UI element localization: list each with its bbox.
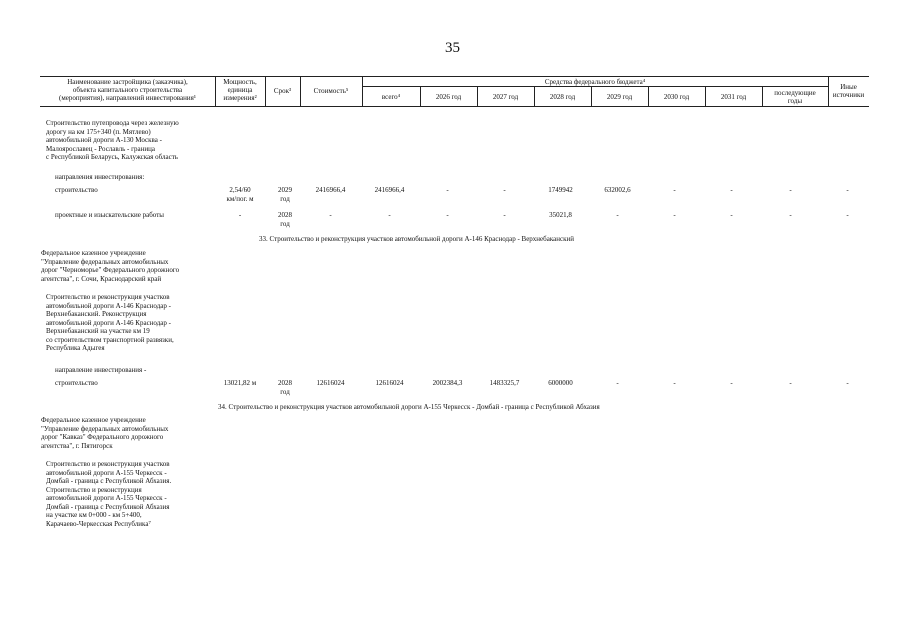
row-capacity: 13021,82 м [223,379,257,387]
header-name: Наименование застройщика (заказчика), объекта капитального строительства (мероприятия), направлений инвестирования¹ [59,78,196,102]
row-total: - [388,211,391,219]
row-2026: 2002384,3 [432,379,463,387]
header-bottom-line [40,106,869,107]
row-name: строительство [55,186,98,194]
header-year-2028: 2028 год [549,93,576,101]
header-year-2027: 2027 год [492,93,519,101]
row-total: 12616024 [375,379,404,387]
header-year-2030: 2030 год [663,93,690,101]
row-2029: 632002,6 [604,186,631,194]
row-2028: 35021,8 [549,211,572,219]
header-cost: Стоимость⁵ [313,87,349,95]
row-2031: - [730,379,733,387]
row-cost: 12616024 [316,379,345,387]
object-description: Строительство и реконструкция участков автомобильной дороги А-146 Краснодар - Верхнебаканский. Реконструкция автомобильной дороги А-146 Краснодар - Верхнебаканский на участке км 19 со строительством транспортной развязки, Республика Адыгея [46,293,174,352]
object-description: Строительство путепровода через железную дорогу на км 175+340 (п. Мятлево) автомобильной дороги А-130 Москва - Малоярославец - Рославль - граница с Республикой Беларусь, Калужская область [46,119,179,161]
row-2027: - [503,186,506,194]
row-2030: - [673,211,676,219]
row-capacity: - [238,211,242,219]
row-other: - [846,211,849,219]
row-2029: - [616,211,619,219]
investment-direction-label: направление инвестирования - [55,366,147,374]
page-number: 35 [445,40,460,56]
row-next-years: - [789,211,792,219]
row-cost: 2416966,4 [315,186,346,194]
header-term: Срок³ [273,87,292,95]
header-year-2026: 2026 год [435,93,462,101]
row-2026: - [446,211,449,219]
investment-direction-label: направления инвестирования: [55,173,145,181]
row-2028: 1749942 [548,186,573,194]
row-next-years: - [789,379,792,387]
row-other: - [846,186,849,194]
header-capacity: Мощность, единица измерения² [223,78,257,102]
row-2028: 6000000 [548,379,573,387]
budget-sub-line [362,86,828,87]
row-2030: - [673,186,676,194]
section-heading: 33. Строительство и реконструкция участков автомобильной дороги А-146 Краснодар - Верхнебаканский [259,235,574,243]
row-2030: - [673,379,676,387]
header-year-2031: 2031 год [720,93,747,101]
header-total: всего⁴ [381,93,401,101]
row-2027: - [503,211,506,219]
row-name: проектные и изыскательские работы [55,211,164,219]
header-year-2029: 2029 год [606,93,633,101]
row-2026: - [446,186,449,194]
row-2029: - [616,379,619,387]
row-2031: - [730,186,733,194]
header-other-sources: Иные источники [832,83,865,99]
row-term: 2029 год [278,186,292,203]
row-name: строительство [55,379,98,387]
section-heading: 34. Строительство и реконструкция участков автомобильной дороги А-155 Черкесск - Домбай - граница с Республикой Абхазия [218,403,600,411]
row-other: - [846,379,849,387]
customer-description: Федеральное казенное учреждение "Управление федеральных автомобильных дорог "Черноморье" Федерального дорожного агентства", г. Сочи, Краснодарский край [41,249,180,283]
row-next-years: - [789,186,792,194]
row-cost: - [329,211,332,219]
header-top-line [40,76,869,77]
row-2027: 1483325,7 [489,379,520,387]
header-federal-budget: Средства федерального бюджета⁴ [544,78,646,86]
row-term: 2028 год [278,379,292,396]
row-total: 2416966,4 [374,186,405,194]
row-term: 2028 год [278,211,292,228]
table-header [40,76,869,106]
customer-description: Федеральное казенное учреждение "Управление федеральных автомобильных дорог "Кавказ" Федерального дорожного агентства", г. Пятигорск [41,416,169,450]
row-2031: - [730,211,733,219]
header-next-years: последующие годы [774,89,816,105]
row-capacity: 2,54/60 км/пог. м [226,186,254,203]
object-description: Строительство и реконструкция участков автомобильной дороги А-155 Черкесск - Домбай - граница с Республикой Абхазия. Строительство и реконструкция автомобильной дороги А-155 Черкесск - Домбай - граница с Республикой Абхазия на участке км 0+000 - км 5+400, Карачаево-Черкесская Республика⁷ [46,460,172,528]
